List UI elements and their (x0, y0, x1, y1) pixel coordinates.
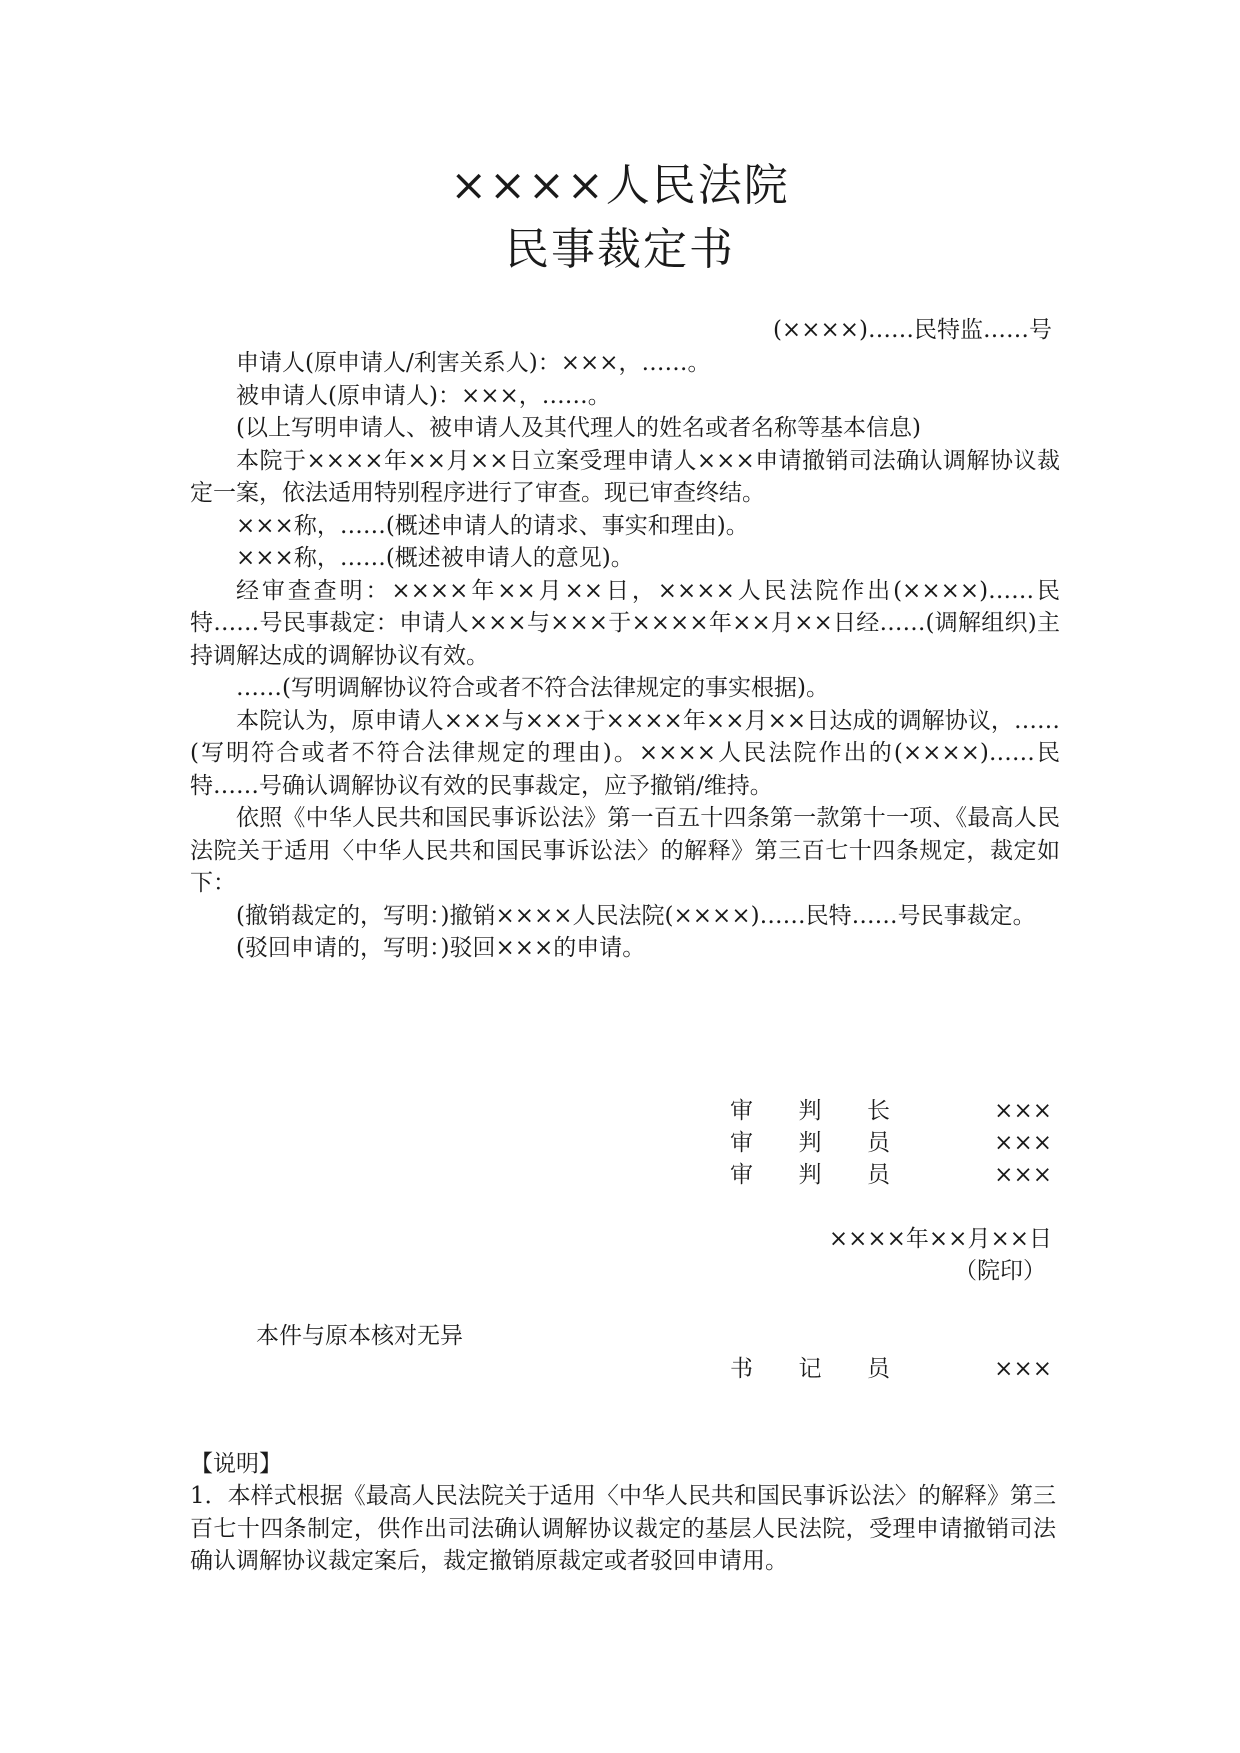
notes-heading: 【说明】 (190, 1451, 282, 1477)
verification-note: 本件与原本核对无异 (256, 1323, 463, 1349)
role-char: 判 (798, 1098, 822, 1124)
signature-name: ××× (994, 1162, 1052, 1188)
respondent-opinion-paragraph: ×××称，……(概述被申请人的意见)。 (236, 545, 634, 571)
applicant-info: 申请人(原申请人/利害关系人)：×××，……。 (236, 350, 711, 376)
court-seal-label: （院印） (954, 1258, 1046, 1284)
legal-basis-paragraph: 依照《中华人民共和国民事诉讼法》第一百五十四条第一款第十一项、《最高人民法院关于适用〈中华人民共和国民事诉讼法〉的解释》第三百七十四条规定，裁定如下： (190, 805, 1060, 896)
court-name: ××××人民法院 (450, 160, 790, 211)
document-body (190, 347, 1060, 965)
case-acceptance-paragraph: 本院于××××年××月××日立案受理申请人×××申请撤销司法确认调解协议裁定一案，依法适用特别程序进行了审查。现已审查终结。 (190, 447, 1060, 506)
notes-item-1: 1．本样式根据《最高人民法院关于适用〈中华人民共和国民事诉讼法〉的解释》第三百七十四条制定，供作出司法确认调解协议裁定的基层人民法院，受理申请撤销司法确认调解协议裁定案后，裁定撤销原裁定或者驳回申请用。 (190, 1483, 1056, 1574)
parties-note: (以上写明申请人、被申请人及其代理人的姓名或者名称等基本信息) (236, 415, 921, 441)
role-char: 员 (867, 1356, 890, 1382)
document-type-title: 民事裁定书 (505, 224, 735, 275)
role-char: 审 (730, 1130, 753, 1156)
role-char: 审 (730, 1098, 753, 1124)
role-char: 审 (730, 1162, 753, 1188)
role-char: 记 (798, 1356, 822, 1382)
signature-name: ××× (994, 1130, 1052, 1156)
ruling-dismiss-paragraph: (驳回申请的，写明：)驳回×××的申请。 (236, 935, 646, 961)
applicant-claim-paragraph: ×××称，……(概述申请人的请求、事实和理由)。 (236, 512, 749, 539)
signature-role (730, 1159, 890, 1191)
ruling-date: ××××年××月××日 (828, 1226, 1052, 1252)
role-char: 书 (730, 1356, 753, 1382)
role-char: 员 (867, 1162, 890, 1188)
role-char: 判 (798, 1130, 822, 1156)
signature-role (730, 1353, 890, 1385)
signature-role (730, 1127, 890, 1159)
signature-role (730, 1095, 890, 1127)
role-char: 判 (798, 1162, 822, 1188)
facts-basis-paragraph: ……(写明调解协议符合或者不符合法律规定的事实根据)。 (236, 675, 829, 701)
ruling-revoke-paragraph: (撤销裁定的，写明：)撤销××××人民法院(××××)……民特……号民事裁定。 (236, 902, 1036, 929)
signature-name: ××× (994, 1356, 1052, 1382)
signature-name: ××× (994, 1098, 1052, 1124)
case-number: (××××)……民特监……号 (772, 317, 1052, 343)
role-char: 员 (867, 1130, 890, 1156)
findings-paragraph: 经审查查明：××××年××月××日，××××人民法院作出(××××)……民特……号民事裁定：申请人×××与×××于××××年××月××日经……(调解组织)主持调解达成的调解协议有效。 (190, 577, 1060, 669)
respondent-info: 被申请人(原申请人)：×××，……。 (236, 382, 611, 409)
role-char: 长 (867, 1098, 890, 1124)
court-opinion-paragraph: 本院认为，原申请人×××与×××于××××年××月××日达成的调解协议，……(写明符合或者不符合法律规定的理由)。××××人民法院作出的(××××)……民特……号确认调解协议有效的民事裁定，应予撤销/维持。 (190, 707, 1060, 799)
